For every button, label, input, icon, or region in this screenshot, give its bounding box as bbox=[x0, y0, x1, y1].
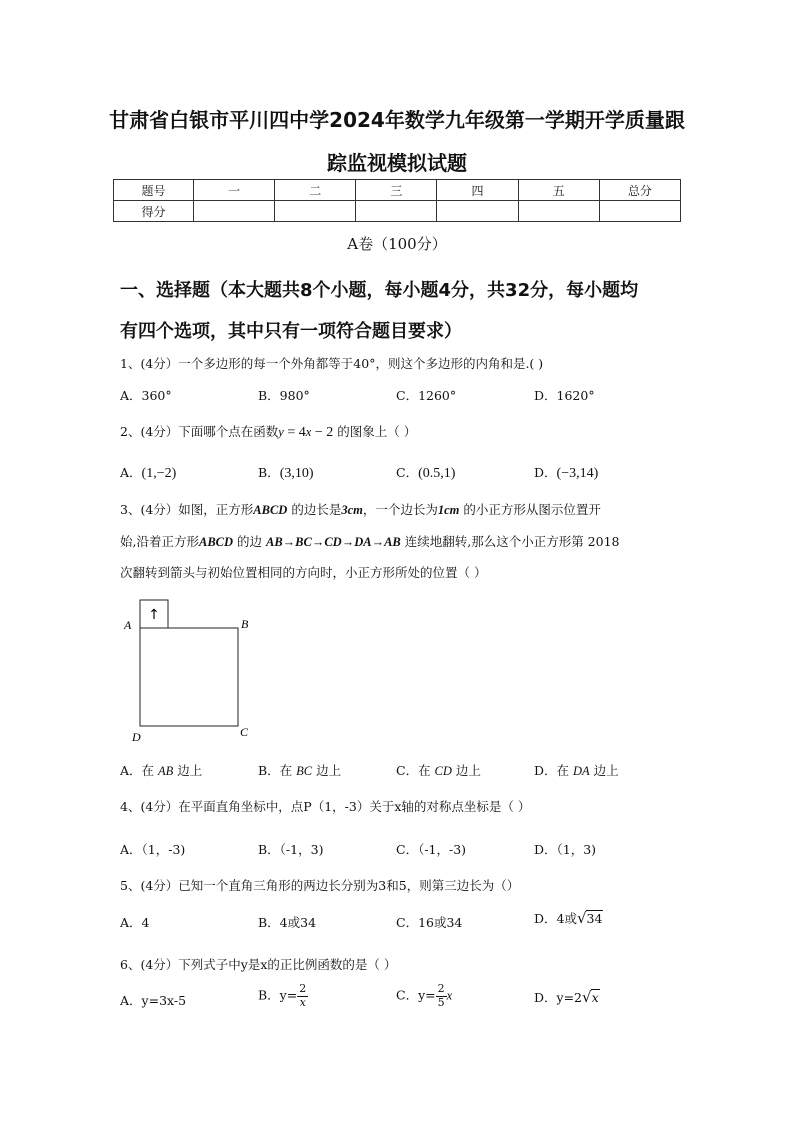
option-prefix: C．y= bbox=[396, 987, 436, 1003]
fraction bbox=[297, 983, 308, 1009]
q3-text: 3、(4分）如图，正方形 bbox=[120, 502, 254, 517]
score-table-header-row bbox=[114, 180, 681, 201]
option-edge: AB bbox=[158, 764, 174, 778]
question-4-stem: 4、(4分）在平面直角坐标中，点P（1，-3）关于x轴的对称点坐标是（ ） bbox=[120, 799, 531, 814]
label-b: B bbox=[241, 617, 249, 631]
q6-option-a[interactable]: A．y=3x-5 bbox=[120, 993, 187, 1008]
q3-square-name: ABCD bbox=[253, 503, 288, 517]
sqrt-icon: √ bbox=[582, 988, 592, 1006]
label-c: C bbox=[240, 725, 249, 739]
exam-title-line2: 踪监视模拟试题 bbox=[327, 151, 467, 175]
option-suffix: 边上 bbox=[312, 763, 342, 778]
q1-option-d[interactable]: D．1620° bbox=[534, 388, 595, 403]
large-square bbox=[140, 628, 238, 726]
q5-option-a[interactable]: A．4 bbox=[120, 915, 150, 930]
option-letter: D． bbox=[534, 465, 557, 480]
score-cell: 四 bbox=[437, 180, 518, 201]
option-suffix: 边上 bbox=[451, 763, 481, 778]
q3-length: 3cm bbox=[341, 503, 363, 517]
q4-option-b[interactable]: B．（-1，3) bbox=[258, 842, 324, 857]
q1-option-c[interactable]: C．1260° bbox=[396, 388, 457, 403]
numerator: 2 bbox=[437, 982, 445, 995]
q5-option-b[interactable]: B．4或34 bbox=[258, 915, 317, 930]
q5-option-c[interactable]: C．16或34 bbox=[396, 915, 463, 930]
option-value: (0.5,1) bbox=[418, 466, 456, 481]
option-prefix: A．在 bbox=[120, 763, 159, 778]
q3-text: 始,沿着正方形 bbox=[120, 534, 199, 549]
q3-option-b[interactable] bbox=[258, 761, 341, 779]
q3-option-c[interactable] bbox=[396, 761, 481, 779]
score-cell: 总分 bbox=[599, 180, 680, 201]
score-cell: 题号 bbox=[114, 180, 194, 201]
option-suffix: 边上 bbox=[589, 763, 619, 778]
score-input-cell[interactable] bbox=[437, 201, 518, 222]
score-cell: 得分 bbox=[114, 201, 194, 222]
score-input-cell[interactable] bbox=[356, 201, 437, 222]
score-cell: 一 bbox=[194, 180, 275, 201]
option-edge: DA bbox=[573, 764, 590, 778]
question-3-stem-line3: 次翻转到箭头与初始位置相同的方向时，小正方形所处的位置（ ） bbox=[120, 565, 487, 580]
q4-option-c[interactable]: C．（-1，-3) bbox=[396, 842, 467, 857]
question-6-stem: 6、(4分）下列式子中y是x的正比例函数的是（ ） bbox=[120, 957, 397, 972]
label-d: D bbox=[132, 730, 141, 744]
option-letter: A． bbox=[120, 465, 142, 480]
q6-option-b[interactable] bbox=[258, 983, 308, 1009]
q3-option-d[interactable] bbox=[534, 761, 619, 779]
q3-text: 连续地翻转,那么这个小正方形第 2018 bbox=[400, 534, 620, 549]
option-prefix: D．在 bbox=[534, 763, 573, 778]
q3-square-name: ABCD bbox=[198, 535, 234, 549]
score-table-score-row bbox=[114, 201, 681, 222]
q6-option-c[interactable] bbox=[396, 983, 452, 1009]
score-cell: 二 bbox=[275, 180, 356, 201]
q3-text: 的边 bbox=[233, 534, 266, 549]
score-input-cell[interactable] bbox=[518, 201, 599, 222]
fraction bbox=[436, 983, 447, 1009]
option-letter: C． bbox=[396, 465, 419, 480]
q2-option-d[interactable] bbox=[534, 463, 598, 482]
q2-stem-prefix: 2、(4分）下面哪个点在函数 bbox=[120, 424, 279, 439]
option-prefix: B．y= bbox=[258, 987, 298, 1003]
option-prefix: D．y=2 bbox=[534, 990, 583, 1005]
option-prefix: D．4或 bbox=[534, 911, 577, 926]
q2-func-rest: − 2 bbox=[311, 425, 334, 440]
q1-option-a[interactable]: A．360° bbox=[120, 388, 172, 403]
q2-option-c[interactable] bbox=[396, 463, 455, 482]
numerator: 2 bbox=[299, 982, 307, 995]
radicand: x bbox=[591, 990, 599, 1005]
q3-path: AB→BC→CD→DA→AB bbox=[265, 535, 401, 549]
section-heading-line1: 一、选择题（本大题共8个小题，每小题4分，共32分，每小题均 bbox=[120, 280, 639, 301]
question-1-stem: 1、(4分）一个多边形的每一个外角都等于40°，则这个多边形的内角和是.( ) bbox=[120, 356, 544, 371]
score-input-cell[interactable] bbox=[275, 201, 356, 222]
score-cell: 三 bbox=[356, 180, 437, 201]
q4-option-d[interactable]: D．（1，3) bbox=[534, 842, 597, 857]
question-2-stem bbox=[120, 422, 416, 441]
score-cell: 五 bbox=[518, 180, 599, 201]
denominator: x bbox=[299, 995, 306, 1009]
question-3-stem-line2 bbox=[120, 532, 619, 550]
square-figure bbox=[122, 598, 262, 748]
q6-option-d[interactable] bbox=[534, 988, 600, 1006]
q2-option-b[interactable] bbox=[258, 463, 314, 482]
q1-option-b[interactable]: B．980° bbox=[258, 388, 310, 403]
option-suffix: 边上 bbox=[173, 763, 203, 778]
paper-a-heading: A卷（100分） bbox=[347, 235, 447, 253]
score-input-cell[interactable] bbox=[194, 201, 275, 222]
arrow-up-icon: ↑ bbox=[148, 607, 160, 623]
q4-option-a[interactable]: A．（1，-3) bbox=[120, 842, 186, 857]
q3-text: 的小正方形从图示位置开 bbox=[459, 502, 601, 517]
radicand: 34 bbox=[586, 911, 603, 926]
question-3-stem-line1 bbox=[120, 500, 601, 518]
option-prefix: B．在 bbox=[258, 763, 297, 778]
variable: x bbox=[446, 988, 453, 1003]
q2-func-x: x bbox=[305, 425, 312, 439]
q2-func-eq: = 4 bbox=[283, 425, 306, 440]
label-a: A bbox=[124, 618, 132, 632]
option-letter: B． bbox=[258, 465, 280, 480]
denominator: 5 bbox=[437, 995, 445, 1009]
question-5-stem: 5、(4分）已知一个直角三角形的两边长分别为3和5，则第三边长为（） bbox=[120, 878, 520, 893]
exam-title-line1: 甘肃省白银市平川四中学2024年数学九年级第一学期开学质量跟 bbox=[109, 108, 685, 132]
q2-func-y: y bbox=[278, 425, 284, 439]
q3-text: ，一个边长为 bbox=[362, 502, 438, 517]
sqrt-icon: √ bbox=[576, 909, 587, 927]
option-edge: BC bbox=[296, 764, 313, 778]
option-value: (1,−2) bbox=[141, 466, 177, 481]
q5-option-d[interactable] bbox=[534, 909, 603, 927]
option-edge: CD bbox=[434, 764, 452, 778]
q3-text: 的边长是 bbox=[287, 502, 342, 517]
q3-length: 1cm bbox=[437, 503, 460, 517]
option-prefix: C．在 bbox=[396, 763, 435, 778]
q3-option-a[interactable] bbox=[120, 761, 202, 779]
q2-option-a[interactable] bbox=[120, 463, 176, 482]
option-value: (−3,14) bbox=[556, 466, 599, 481]
section-heading-line2: 有四个选项，其中只有一项符合题目要求） bbox=[120, 321, 462, 342]
score-input-cell[interactable] bbox=[599, 201, 680, 222]
option-value: (3,10) bbox=[279, 466, 314, 481]
score-table bbox=[113, 179, 681, 222]
q2-stem-suffix: 的图象上（ ） bbox=[337, 424, 417, 439]
